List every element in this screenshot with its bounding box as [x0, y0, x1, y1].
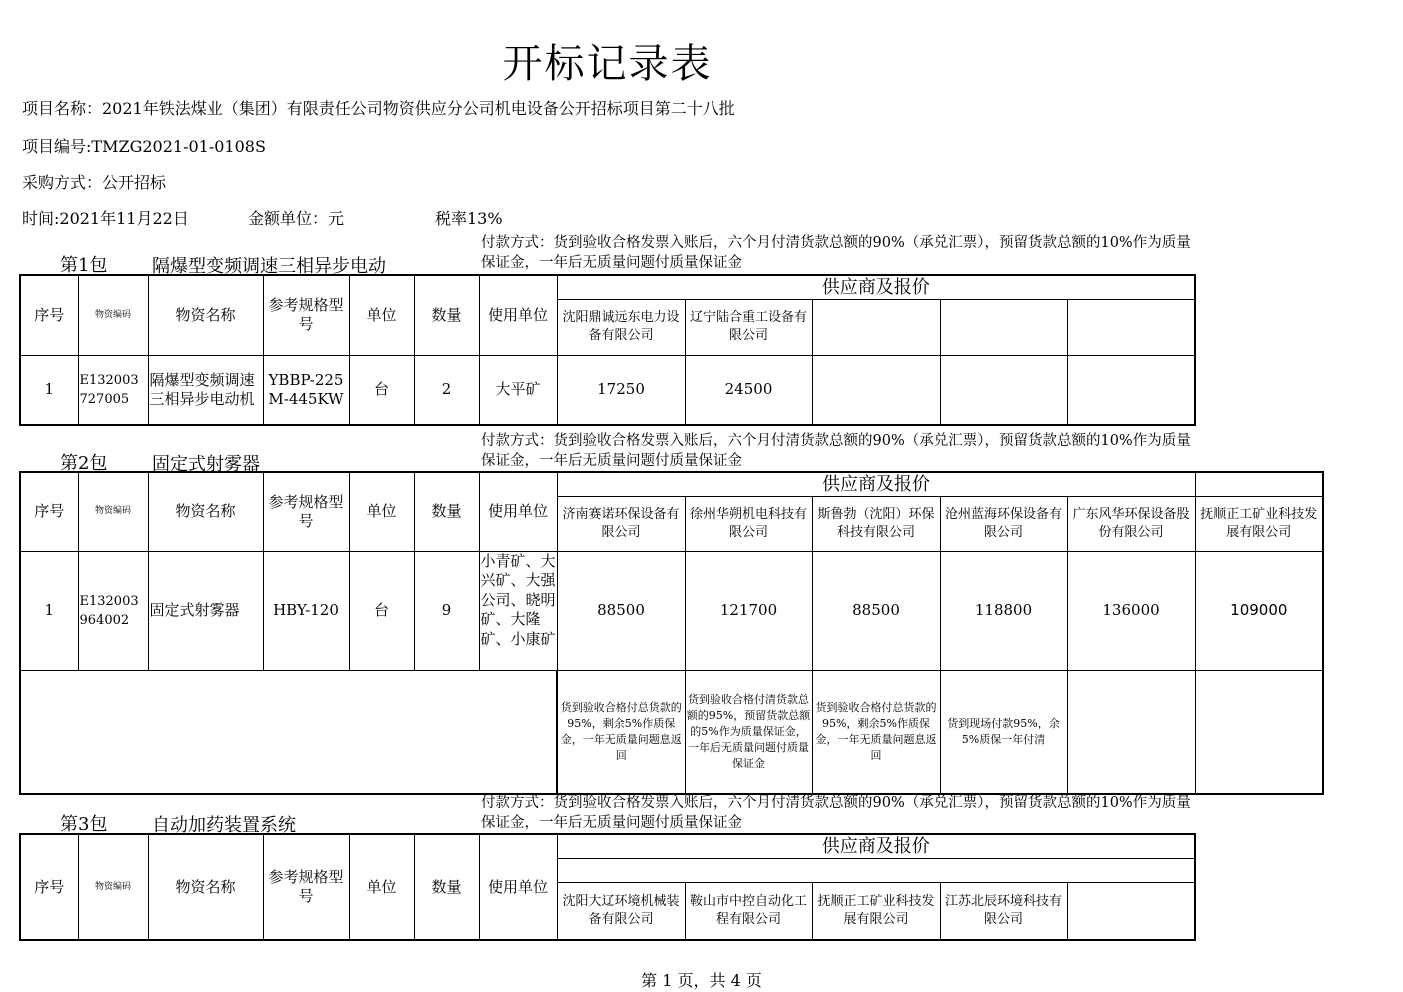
row-name: 隔爆型变频调速三相异步电动机	[148, 355, 263, 425]
page-footer: 第 1 页，共 4 页	[641, 971, 762, 990]
row-name: 固定式射雾器	[148, 551, 263, 670]
payment-note: 货到验收合格付总货款的95%，剩余5%作质保金，一年无质量问题息返回	[812, 670, 940, 794]
supplier-name: 沈阳鼎诚远东电力设备有限公司	[557, 299, 685, 355]
table-row	[20, 355, 1195, 425]
supplier-name: 辽宁陆合重工设备有限公司	[685, 299, 812, 355]
header-name: 物资名称	[148, 275, 263, 355]
supplier-name: 济南赛诺环保设备有限公司	[557, 496, 685, 551]
header-supplier-group: 供应商及报价	[557, 472, 1195, 496]
price-cell: 24500	[685, 355, 812, 425]
header-qty: 数量	[414, 834, 479, 940]
header-seq: 序号	[20, 472, 78, 551]
header-user: 使用单位	[479, 834, 557, 940]
header-name: 物资名称	[148, 834, 263, 940]
header-unit: 单位	[349, 275, 414, 355]
supplier-name	[812, 299, 940, 355]
header-code: 物资编码	[78, 275, 148, 355]
payment-note: 货到验收合格付总货款的95%，剩余5%作质保金，一年无质量问题息返回	[557, 670, 685, 794]
header-qty: 数量	[414, 472, 479, 551]
package-2-label: 第2包	[60, 453, 108, 474]
row-spec: HBY-120	[263, 551, 349, 670]
price-cell: 88500	[557, 551, 685, 670]
price-cell: 88500	[812, 551, 940, 670]
package-1-name: 隔爆型变频调速三相异步电动	[152, 256, 386, 277]
price-cell: 136000	[1067, 551, 1195, 670]
procurement-method: 采购方式：公开招标	[22, 173, 167, 192]
header-qty: 数量	[414, 275, 479, 355]
payment-note	[1195, 670, 1323, 794]
tax-rate: 税率13%	[435, 209, 503, 228]
price-cell	[1067, 355, 1195, 425]
supplier-name: 抚顺正工矿业科技发展有限公司	[812, 882, 940, 940]
row-user: 大平矿	[479, 355, 557, 425]
row-user	[479, 551, 557, 670]
row-seq: 1	[20, 551, 78, 670]
row-seq: 1	[20, 355, 78, 425]
header-supplier-group: 供应商及报价	[557, 275, 1195, 299]
supplier-name	[1067, 299, 1195, 355]
payment-note: 货到现场付款95%，余5%质保一年付清	[940, 670, 1067, 794]
supplier-name	[940, 299, 1067, 355]
row-code: E132003727005	[78, 355, 148, 425]
package-2-table	[19, 471, 1324, 795]
package-3-label: 第3包	[60, 814, 108, 835]
package-3-payment-terms: 付款方式：货到验收合格发票入账后，六个月付清货款总额的90%（承兑汇票），预留货款总额的10%作为质量保证金，一年后无质量问题付质量保证金	[481, 795, 1191, 831]
package-2-payment-terms: 付款方式：货到验收合格发票入账后，六个月付清货款总额的90%（承兑汇票），预留货款总额的10%作为质量保证金，一年后无质量问题付质量保证金	[481, 433, 1191, 469]
price-cell	[940, 355, 1067, 425]
header-seq: 序号	[20, 834, 78, 940]
supplier-name: 广东风华环保设备股份有限公司	[1067, 496, 1195, 551]
page-title: 开标记录表	[502, 41, 713, 87]
supplier-name: 江苏北辰环境科技有限公司	[940, 882, 1067, 940]
supplier-name: 抚顺正工矿业科技发展有限公司	[1195, 496, 1323, 551]
supplier-name: 沈阳大辽环境机械装备有限公司	[557, 882, 685, 940]
payment-note	[1067, 670, 1195, 794]
row-spec: YBBP-225M-445KW	[263, 355, 349, 425]
header-seq: 序号	[20, 275, 78, 355]
row-unit: 台	[349, 355, 414, 425]
row-qty: 9	[414, 551, 479, 670]
package-3-name: 自动加药装置系统	[152, 815, 296, 836]
supplier-name: 斯鲁勃（沈阳）环保科技有限公司	[812, 496, 940, 551]
header-code: 物资编码	[78, 834, 148, 940]
project-name: 项目名称：2021年铁法煤业（集团）有限责任公司物资供应分公司机电设备公开招标项目第二十八批	[22, 99, 735, 118]
package-1-payment-terms: 付款方式：货到验收合格发票入账后，六个月付清货款总额的90%（承兑汇票），预留货款总额的10%作为质量保证金，一年后无质量问题付质量保证金	[481, 235, 1191, 271]
header-user: 使用单位	[479, 472, 557, 551]
price-cell: 118800	[940, 551, 1067, 670]
row-qty: 2	[414, 355, 479, 425]
supplier-name: 徐州华朔机电科技有限公司	[685, 496, 812, 551]
bid-date: 时间:2021年11月22日	[22, 209, 189, 228]
row-unit: 台	[349, 551, 414, 670]
package-1-label: 第1包	[60, 255, 108, 276]
price-cell: 17250	[557, 355, 685, 425]
payment-note: 货到验收合格付清货款总额的95%，预留货款总额的5%作为质量保证金，一年后无质量问题付质量保证金	[685, 670, 812, 794]
header-user: 使用单位	[479, 275, 557, 355]
table-row	[20, 551, 1323, 670]
price-cell: 109000	[1195, 551, 1323, 670]
package-1-table	[19, 274, 1196, 426]
package-3-table	[19, 833, 1196, 941]
supplier-name: 鞍山市中控自动化工程有限公司	[685, 882, 812, 940]
currency-unit: 金额单位：元	[248, 209, 345, 228]
header-spec: 参考规格型号	[263, 275, 349, 355]
header-code: 物资编码	[78, 472, 148, 551]
package-2-name: 固定式射雾器	[152, 454, 260, 475]
supplier-name: 沧州蓝海环保设备有限公司	[940, 496, 1067, 551]
header-name: 物资名称	[148, 472, 263, 551]
row-user-text: 小青矿、大兴矿、大强公司、晓明矿、大隆矿、小康矿	[480, 551, 556, 648]
price-cell	[812, 355, 940, 425]
price-cell: 121700	[685, 551, 812, 670]
header-spec: 参考规格型号	[263, 834, 349, 940]
header-spec: 参考规格型号	[263, 472, 349, 551]
project-number: 项目编号:TMZG2021-01-0108S	[22, 137, 266, 156]
header-supplier-group: 供应商及报价	[557, 834, 1195, 858]
header-unit: 单位	[349, 834, 414, 940]
supplier-name	[1067, 882, 1195, 940]
row-code: E132003964002	[78, 551, 148, 670]
header-unit: 单位	[349, 472, 414, 551]
payment-notes-row	[20, 670, 1323, 794]
